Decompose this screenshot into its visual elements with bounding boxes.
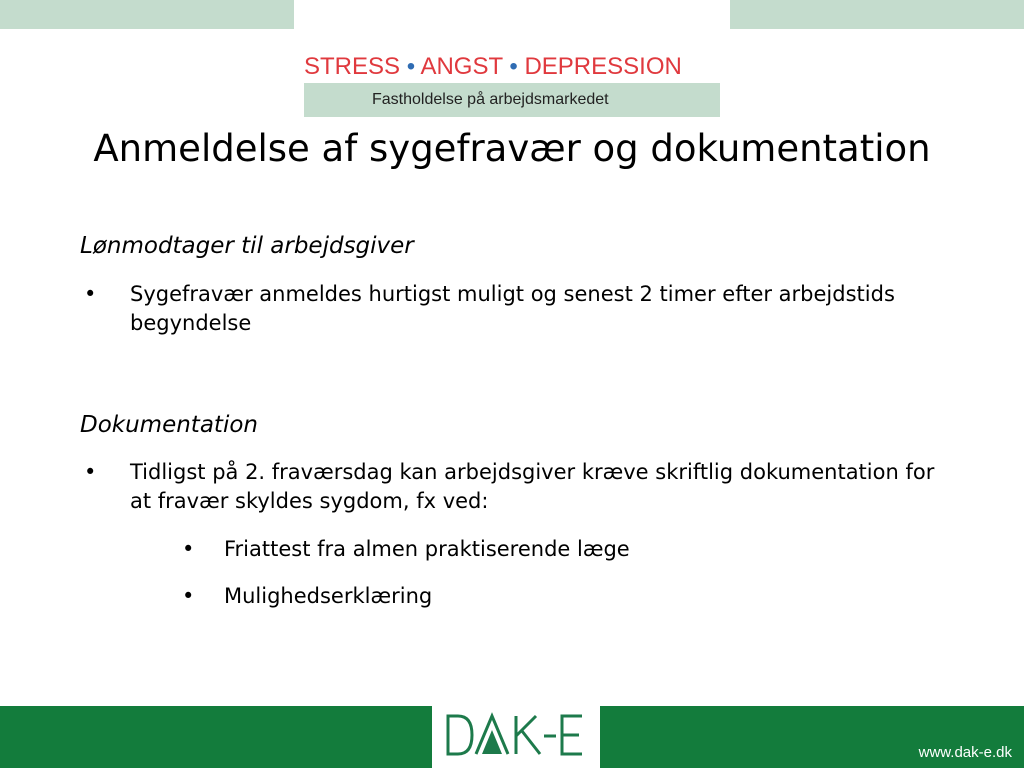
banner-word-angst: ANGST bbox=[420, 53, 503, 80]
bullet-text: Tidligst på 2. fraværsdag kan arbejdsgiver kræve skriftlig dokumentation for at fravær skyldes sygdom, fx ved: bbox=[130, 460, 935, 513]
sub-bullet-text: Friattest fra almen praktiserende læge bbox=[224, 537, 630, 561]
top-decor-bar-right bbox=[730, 0, 1024, 29]
bullet-dot: • bbox=[84, 282, 97, 306]
footer-bar-left bbox=[0, 706, 432, 768]
banner-word-depression: DEPRESSION bbox=[524, 53, 682, 80]
bullet-dot: • bbox=[182, 537, 195, 561]
banner-word-stress: STRESS bbox=[304, 53, 401, 80]
section-heading-employee: Lønmodtager til arbejdsgiver bbox=[80, 233, 414, 259]
bullet-dot: • bbox=[182, 584, 195, 608]
header-banner bbox=[304, 52, 720, 117]
dak-e-logo-icon bbox=[432, 706, 600, 768]
bullet-dot: • bbox=[84, 460, 97, 484]
footer-url[interactable]: www.dak-e.dk bbox=[918, 744, 1012, 761]
sub-bullet-text: Mulighedserklæring bbox=[224, 584, 433, 608]
section-heading-documentation: Dokumentation bbox=[80, 412, 258, 438]
banner-separator-2: • bbox=[509, 53, 518, 80]
banner-subtitle: Fastholdelse på arbejdsmarkedet bbox=[304, 83, 720, 117]
banner-headline bbox=[304, 52, 720, 83]
slide-title: Anmeldelse af sygefravær og dokumentation bbox=[93, 127, 931, 170]
bullet-text: Sygefravær anmeldes hurtigst muligt og senest 2 timer efter arbejdstids begyndelse bbox=[130, 282, 895, 335]
top-decor-bar-left bbox=[0, 0, 294, 29]
dak-e-logo bbox=[432, 706, 600, 768]
banner-separator-1: • bbox=[406, 53, 416, 80]
